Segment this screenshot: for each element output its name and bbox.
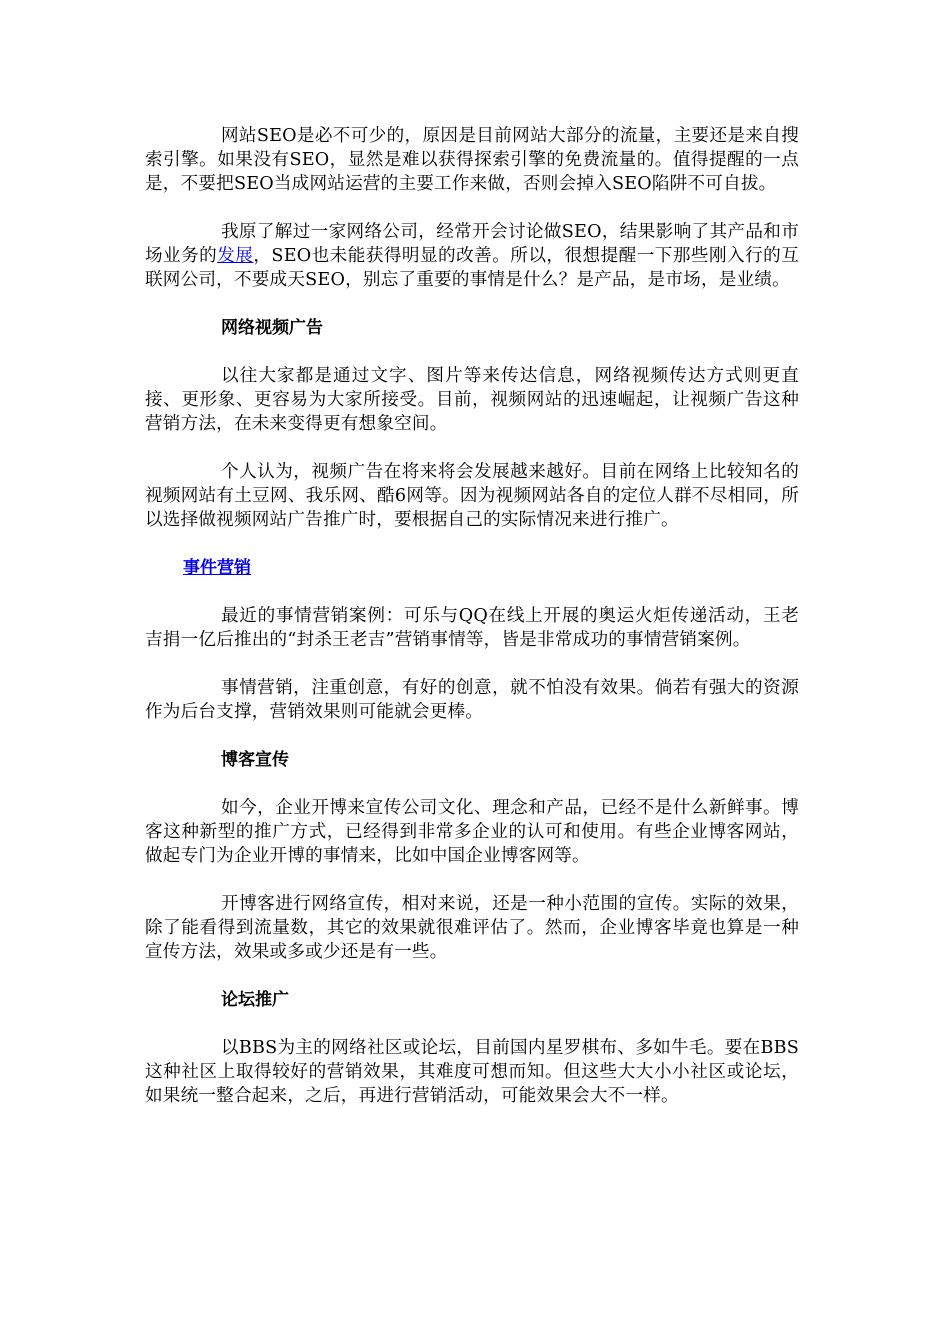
paragraph-video-opinion: 个人认为，视频广告在将来将会发展越来越好。目前在网络上比较知名的视频网站有土豆网、我乐网、酷6网等。因为视频网站各自的定位人群不尽相同，所以选择做视频网站广告推广时，要根据自己的实际情况来进行推广。 <box>145 462 799 530</box>
paragraph-text: ，SEO也未能获得明显的改善。所以，很想提醒一下那些刚入行的互联网公司，不要成天SEO，别忘了重要的事情是什么？是产品，是市场，是业绩。 <box>145 246 799 290</box>
document-body <box>145 124 799 1132</box>
heading-forum-promotion: 论坛推广 <box>221 990 289 1010</box>
paragraph-blog-effect: 开博客进行网络宣传，相对来说，还是一种小范围的宣传。实际的效果，除了能看得到流量数，其它的效果就很难评估了。然而，企业博客毕竟也算是一种宣传方法，效果或多或少还是有一些。 <box>145 894 799 962</box>
heading-blog-promotion: 博客宣传 <box>221 750 289 770</box>
paragraph-blog-intro: 如今，企业开博来宣传公司文化、理念和产品，已经不是什么新鲜事。博客这种新型的推广方式，已经得到非常多企业的认可和使用。有些企业博客网站，做起专门为企业开博的事情来，比如中国企业博客网等。 <box>145 798 799 866</box>
paragraph-video-intro: 以往大家都是通过文字、图片等来传达信息，网络视频传达方式则更直接、更形象、更容易为大家所接受。目前，视频网站的迅速崛起，让视频广告这种营销方法，在未来变得更有想象空间。 <box>145 366 799 434</box>
paragraph-seo-company <box>145 220 799 292</box>
link-event-marketing[interactable]: 事件营销 <box>183 558 251 578</box>
link-development[interactable]: 发展 <box>217 246 254 266</box>
heading-video-ads: 网络视频广告 <box>221 318 323 338</box>
paragraph-event-creativity: 事情营销，注重创意，有好的创意，就不怕没有效果。倘若有强大的资源作为后台支撑，营销效果则可能就会更棒。 <box>145 678 799 722</box>
paragraph-forum-intro: 以BBS为主的网络社区或论坛，目前国内星罗棋布、多如牛毛。要在BBS这种社区上取得较好的营销效果，其难度可想而知。但这些大大小小社区或论坛，如果统一整合起来，之后，再进行营销活动，可能效果会大不一样。 <box>145 1038 799 1106</box>
paragraph-seo-intro: 网站SEO是必不可少的，原因是目前网站大部分的流量，主要还是来自搜索引擎。如果没有SEO，显然是难以获得探索引擎的免费流量的。值得提醒的一点是，不要把SEO当成网站运营的主要工作来做，否则会掉入SEO陷阱不可自拔。 <box>145 126 799 194</box>
paragraph-text: 我原了解过一家网络公司，经常开会讨论做SEO，结果影响了其产品和市场业务的 <box>145 222 799 266</box>
heading-event-marketing <box>145 556 799 580</box>
paragraph-event-cases: 最近的事情营销案例：可乐与QQ在线上开展的奥运火炬传递活动，王老吉捐一亿后推出的“封杀王老吉”营销事情等，皆是非常成功的事情营销案例。 <box>145 606 799 650</box>
